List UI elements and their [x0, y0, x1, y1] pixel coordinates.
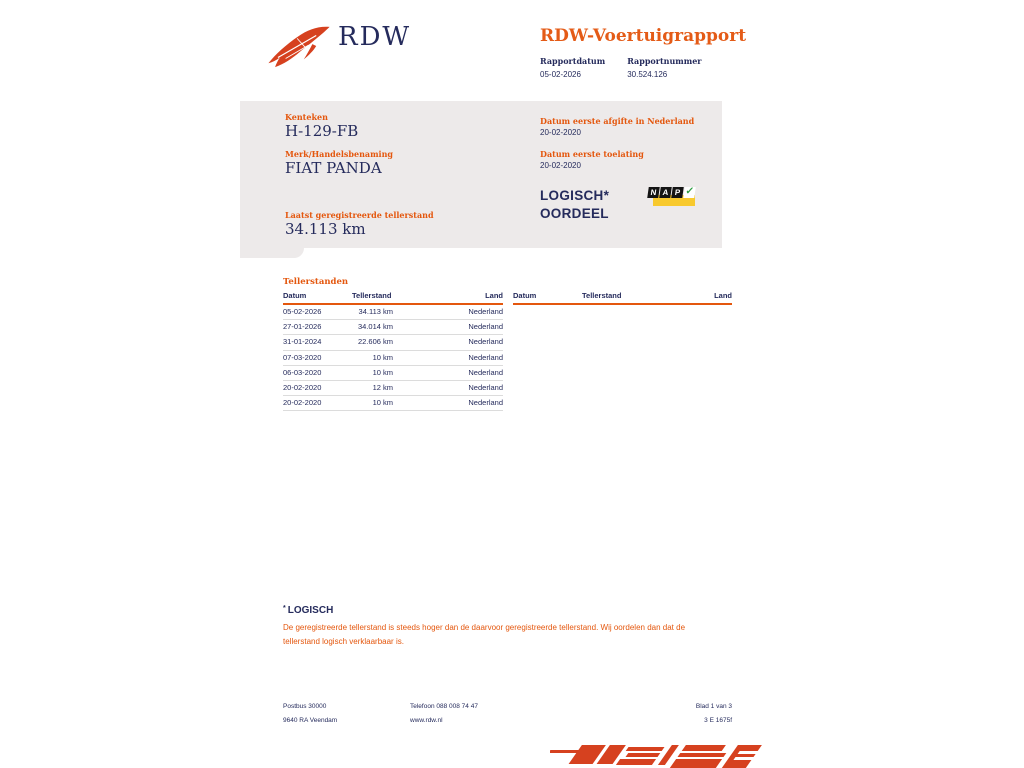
cell-tellerstand: 10 km	[372, 367, 393, 377]
kenteken-value: H-129-FB	[285, 122, 359, 140]
table-header	[513, 291, 732, 305]
cell-land: Nederland	[468, 398, 503, 408]
table-header	[283, 291, 503, 305]
table-row	[283, 335, 503, 350]
document-title: RDW-Voertuigrapport	[540, 26, 747, 46]
nap-letter-a: A	[659, 187, 672, 198]
col-header-datum: Datum	[283, 291, 307, 300]
cell-land: Nederland	[468, 337, 503, 347]
footnote-heading	[283, 605, 333, 616]
table-row	[283, 396, 503, 411]
cell-datum: 05-02-2026	[283, 307, 322, 316]
report-date-value: 05-02-2026	[540, 70, 581, 79]
footer-page-number: Blad 1 van 3	[695, 703, 732, 710]
footnote-heading-text: LOGISCH	[287, 605, 334, 616]
report-date-label: Rapportdatum	[540, 56, 606, 66]
laatste-tellerstand-value: 34.113 km	[285, 220, 366, 238]
tellerstanden-table-right	[513, 291, 732, 305]
col-header-tellerstand: Tellerstand	[582, 291, 622, 300]
cell-datum: 20-02-2020	[283, 382, 322, 392]
cell-datum: 31-01-2024	[283, 337, 322, 347]
toelating-label: Datum eerste toelating	[540, 149, 644, 159]
rdw-logo-wing-icon	[264, 25, 334, 69]
cell-land: Nederland	[468, 322, 503, 332]
table-row	[283, 381, 503, 396]
col-header-tellerstand: Tellerstand	[352, 291, 392, 300]
laatste-tellerstand-label: Laatst geregistreerde tellerstand	[285, 210, 434, 220]
report-date	[540, 56, 605, 79]
cell-land: Nederland	[468, 307, 503, 316]
report-number	[627, 56, 701, 79]
rdw-logo-text: RDW	[338, 22, 412, 52]
tellerstanden-table-left	[283, 291, 503, 411]
kenteken-label: Kenteken	[285, 112, 328, 122]
cell-tellerstand: 22.606 km	[357, 337, 393, 347]
cell-datum: 20-02-2020	[283, 398, 322, 408]
footer-address-line1: Postbus 30000	[283, 703, 327, 710]
footnote-text: De geregistreerde tellerstand is steeds hoger dan de daarvoor geregistreerde tellerstand. Wij oordelen dan dat de tellerstand logisch verklaarbaar is.	[283, 623, 686, 646]
nap-letter-n: N	[647, 187, 660, 198]
footer-pageinfo	[592, 700, 732, 728]
merk-value: FIAT PANDA	[285, 159, 382, 177]
table-row	[283, 305, 503, 320]
footer-address	[283, 700, 337, 728]
afgifte-value: 20-02-2020	[540, 128, 581, 137]
footer-website: www.rdw.nl	[410, 717, 443, 724]
merk-label: Merk/Handelsbenaming	[285, 149, 394, 159]
cell-tellerstand: 10 km	[372, 352, 393, 362]
cell-datum: 07-03-2020	[283, 352, 322, 362]
footer-address-line2: 9640 RA Veendam	[283, 717, 338, 724]
report-number-value: 30.524.126	[627, 70, 668, 79]
decorative-stripe-pattern	[550, 742, 795, 768]
table-row	[283, 366, 503, 381]
cell-tellerstand: 12 km	[372, 382, 393, 392]
cell-land: Nederland	[468, 352, 503, 362]
col-header-land: Land	[485, 291, 503, 300]
nap-logo	[648, 184, 698, 210]
toelating-value: 20-02-2020	[540, 161, 581, 170]
report-meta	[540, 56, 702, 79]
oordeel-line1: LOGISCH*	[540, 188, 610, 203]
cell-land: Nederland	[468, 382, 503, 392]
cell-tellerstand: 10 km	[372, 398, 393, 408]
table-row	[283, 351, 503, 366]
tellerstanden-heading: Tellerstanden	[283, 277, 349, 287]
cell-datum: 06-03-2020	[283, 367, 322, 377]
footnote-asterisk: *	[283, 605, 286, 612]
oordeel-line2: OORDEEL	[540, 206, 609, 221]
col-header-land: Land	[714, 291, 732, 300]
afgifte-label: Datum eerste afgifte in Nederland	[540, 116, 695, 126]
nap-checkmark-icon: ✓	[684, 186, 695, 197]
col-header-datum: Datum	[513, 291, 537, 300]
cell-datum: 27-01-2026	[283, 322, 322, 332]
report-number-label: Rapportnummer	[627, 56, 702, 66]
summary-box-tab	[240, 248, 304, 258]
oordeel-verdict	[540, 187, 609, 223]
footer-form-code: 3 E 1675f	[704, 717, 732, 724]
footer-contact	[410, 700, 478, 728]
table-row	[283, 320, 503, 335]
cell-land: Nederland	[468, 367, 503, 377]
cell-tellerstand: 34.113 km	[358, 307, 393, 316]
footer-phone: Telefoon 088 008 74 47	[410, 703, 478, 710]
nap-letter-p: P	[671, 187, 684, 198]
cell-tellerstand: 34.014 km	[357, 322, 393, 332]
